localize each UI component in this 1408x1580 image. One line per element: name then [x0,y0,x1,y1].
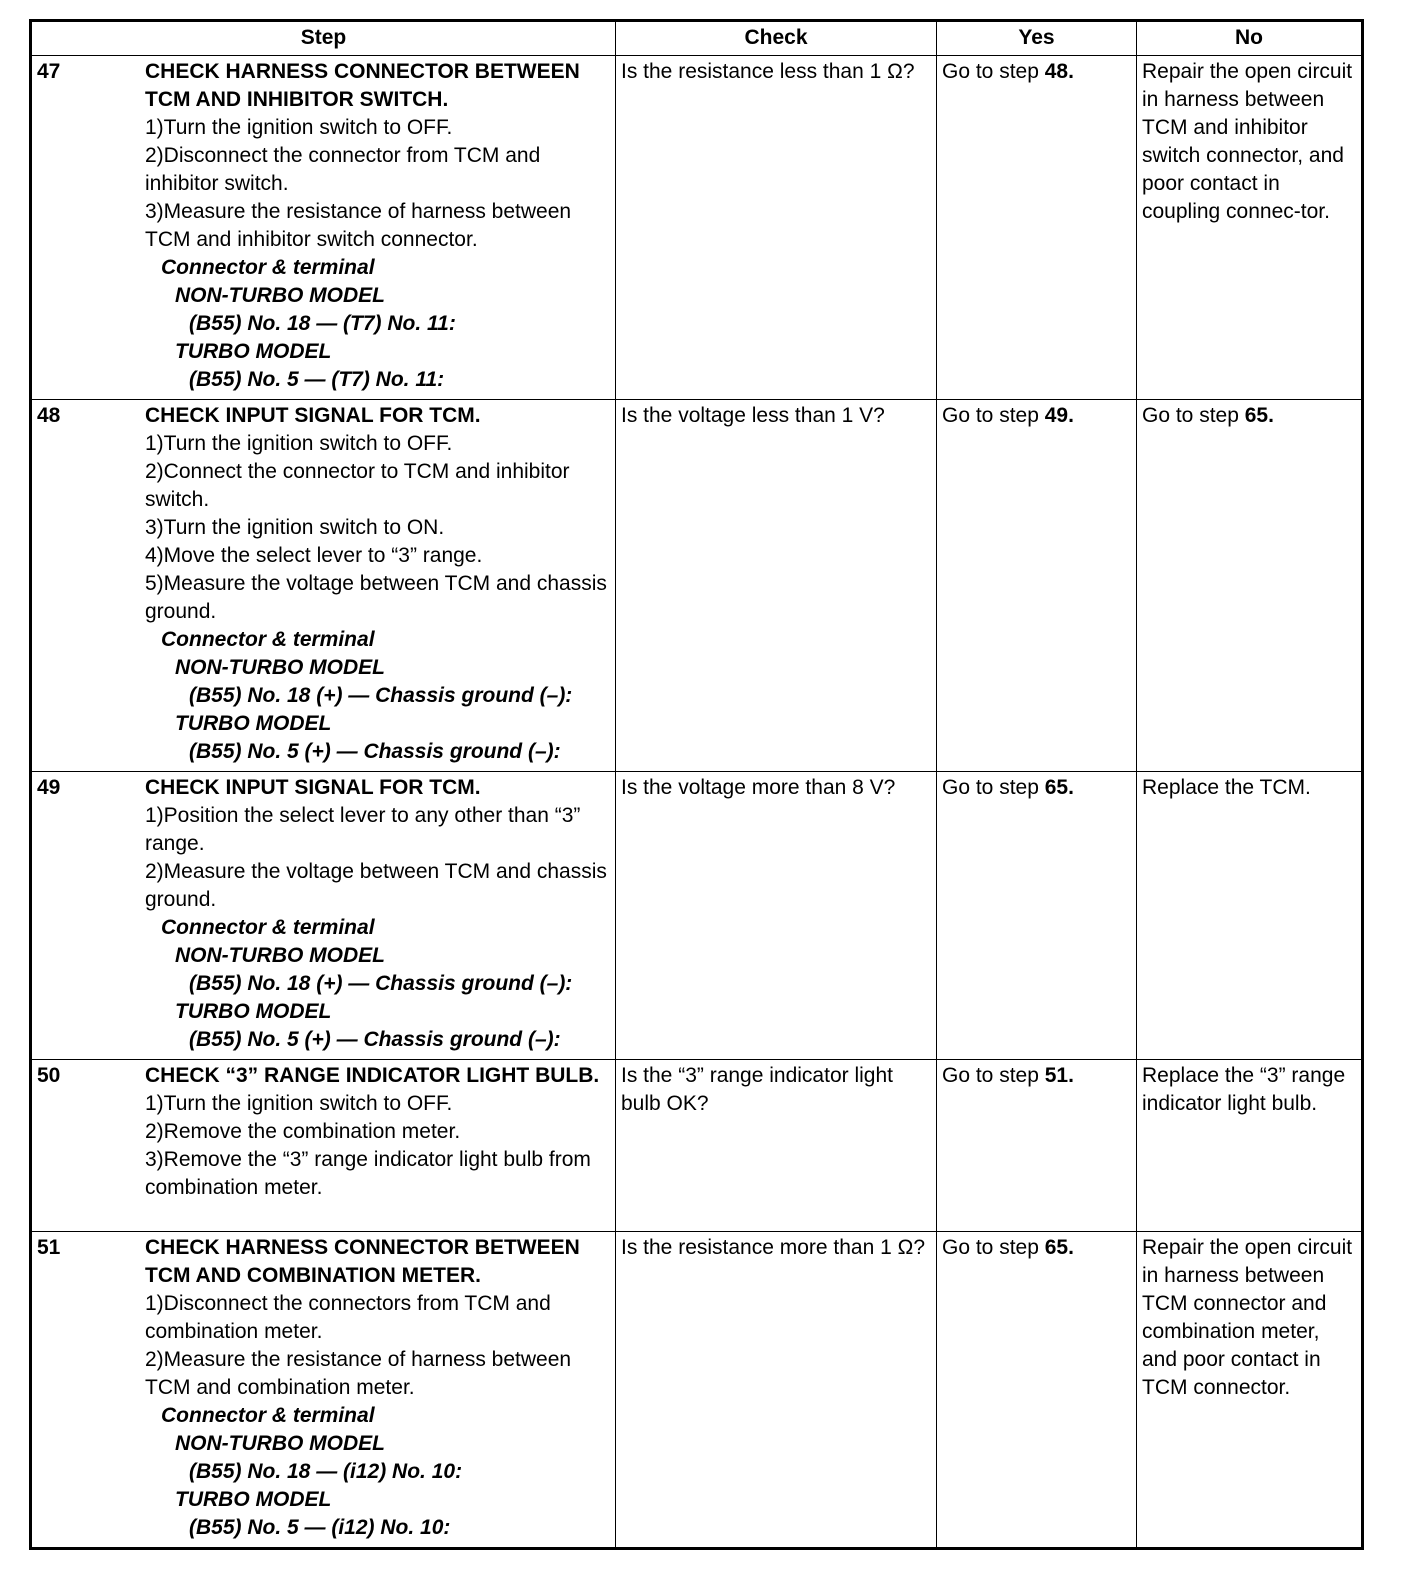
yes-text: Go to step [942,404,1039,427]
step-instruction: 3)Remove the “3” range indicator light bulb from combination meter. [145,1148,591,1199]
terminal-spec: (B55) No. 5 (+) — Chassis ground (–): [189,1028,561,1051]
model-label: NON-TURBO MODEL [175,284,385,307]
yes-text: Go to step [942,1236,1039,1259]
step-instruction: 2)Disconnect the connector from TCM and inhibitor switch. [145,144,541,195]
step-cell [31,772,616,1060]
step-instruction: 1)Turn the ignition switch to OFF. [145,116,453,139]
step-number: 51 [37,1236,61,1259]
no-cell: Repair the open circuit in harness between TCM connector and combination meter, and poor contact in TCM connector. [1137,1232,1363,1549]
no-cell: Replace the “3” range indicator light bulb. [1137,1060,1363,1232]
model-label: TURBO MODEL [175,712,332,735]
terminal-spec: (B55) No. 18 — (i12) No. 10: [189,1460,463,1483]
yes-cell [937,400,1137,772]
yes-text: Go to step [942,1064,1039,1087]
step-title: CHECK INPUT SIGNAL FOR TCM. [145,404,481,427]
step-instruction: 1)Position the select lever to any other than “3” range. [145,804,581,855]
yes-step-ref: 65. [1044,776,1074,799]
step-body [145,1232,615,1547]
no-cell [1137,400,1363,772]
terminal-spec: (B55) No. 18 (+) — Chassis ground (–): [189,684,573,707]
connector-terminal-label: Connector & terminal [161,1404,375,1427]
check-cell: Is the voltage less than 1 V? [616,400,937,772]
step-cell [31,56,616,400]
step-instruction: 3)Turn the ignition switch to ON. [145,516,445,539]
model-label: NON-TURBO MODEL [175,1432,385,1455]
no-text: Go to step [1142,404,1239,427]
no-cell: Repair the open circuit in harness between TCM and inhibitor switch connector, and poor contact in coupling connec-tor. [1137,56,1363,400]
table-row [31,772,1363,1060]
model-label: TURBO MODEL [175,1488,332,1511]
step-cell [31,1232,616,1549]
step-body [145,400,615,771]
check-cell: Is the voltage more than 8 V? [616,772,937,1060]
diagnostic-table [29,19,1364,1550]
yes-text: Go to step [942,776,1039,799]
step-number: 50 [37,1064,61,1087]
connector-terminal-label: Connector & terminal [161,256,375,279]
terminal-spec: (B55) No. 5 — (T7) No. 11: [189,368,445,391]
model-label: NON-TURBO MODEL [175,656,385,679]
step-title: CHECK HARNESS CONNECTOR BETWEEN TCM AND INHIBITOR SWITCH. [145,60,580,111]
step-title: CHECK “3” RANGE INDICATOR LIGHT BULB. [145,1064,600,1087]
header-no: No [1137,21,1363,56]
step-instruction: 1)Disconnect the connectors from TCM and combination meter. [145,1292,551,1343]
terminal-spec: (B55) No. 5 (+) — Chassis ground (–): [189,740,561,763]
step-instruction: 5)Measure the voltage between TCM and chassis ground. [145,572,607,623]
table-row [31,400,1363,772]
terminal-spec: (B55) No. 18 (+) — Chassis ground (–): [189,972,573,995]
no-step-ref: 65. [1244,404,1274,427]
step-number: 48 [37,404,61,427]
yes-text: Go to step [942,60,1039,83]
connector-terminal-label: Connector & terminal [161,916,375,939]
yes-step-ref: 51. [1044,1064,1074,1087]
step-instruction: 4)Move the select lever to “3” range. [145,544,483,567]
model-label: NON-TURBO MODEL [175,944,385,967]
step-number: 49 [37,776,61,799]
yes-step-ref: 65. [1044,1236,1074,1259]
yes-cell [937,56,1137,400]
yes-cell [937,1232,1137,1549]
step-instruction: 2)Measure the voltage between TCM and chassis ground. [145,860,607,911]
terminal-spec: (B55) No. 5 — (i12) No. 10: [189,1516,451,1539]
header-row [31,21,1363,56]
yes-step-ref: 49. [1044,404,1074,427]
step-cell [31,1060,616,1232]
table-row [31,1232,1363,1549]
step-cell [31,400,616,772]
step-instruction: 3)Measure the resistance of harness between TCM and inhibitor switch connector. [145,200,572,251]
step-title: CHECK HARNESS CONNECTOR BETWEEN TCM AND COMBINATION METER. [145,1236,580,1287]
yes-cell [937,1060,1137,1232]
table-row [31,56,1363,400]
step-number: 47 [37,60,61,83]
check-cell: Is the resistance less than 1 Ω? [616,56,937,400]
check-cell: Is the “3” range indicator light bulb OK? [616,1060,937,1232]
step-instruction: 1)Turn the ignition switch to OFF. [145,1092,453,1115]
step-instruction: 2)Measure the resistance of harness between TCM and combination meter. [145,1348,572,1399]
step-instruction: 2)Remove the combination meter. [145,1120,461,1143]
step-instruction: 2)Connect the connector to TCM and inhibitor switch. [145,460,570,511]
yes-step-ref: 48. [1044,60,1074,83]
yes-cell [937,772,1137,1060]
check-cell: Is the resistance more than 1 Ω? [616,1232,937,1549]
terminal-spec: (B55) No. 18 — (T7) No. 11: [189,312,456,335]
header-check: Check [616,21,937,56]
header-step: Step [31,21,616,56]
table-row [31,1060,1363,1232]
step-body [145,1060,615,1207]
step-instruction: 1)Turn the ignition switch to OFF. [145,432,453,455]
header-yes: Yes [937,21,1137,56]
step-body [145,56,615,399]
model-label: TURBO MODEL [175,340,332,363]
model-label: TURBO MODEL [175,1000,332,1023]
no-cell: Replace the TCM. [1137,772,1363,1060]
step-body [145,772,615,1059]
connector-terminal-label: Connector & terminal [161,628,375,651]
step-title: CHECK INPUT SIGNAL FOR TCM. [145,776,481,799]
